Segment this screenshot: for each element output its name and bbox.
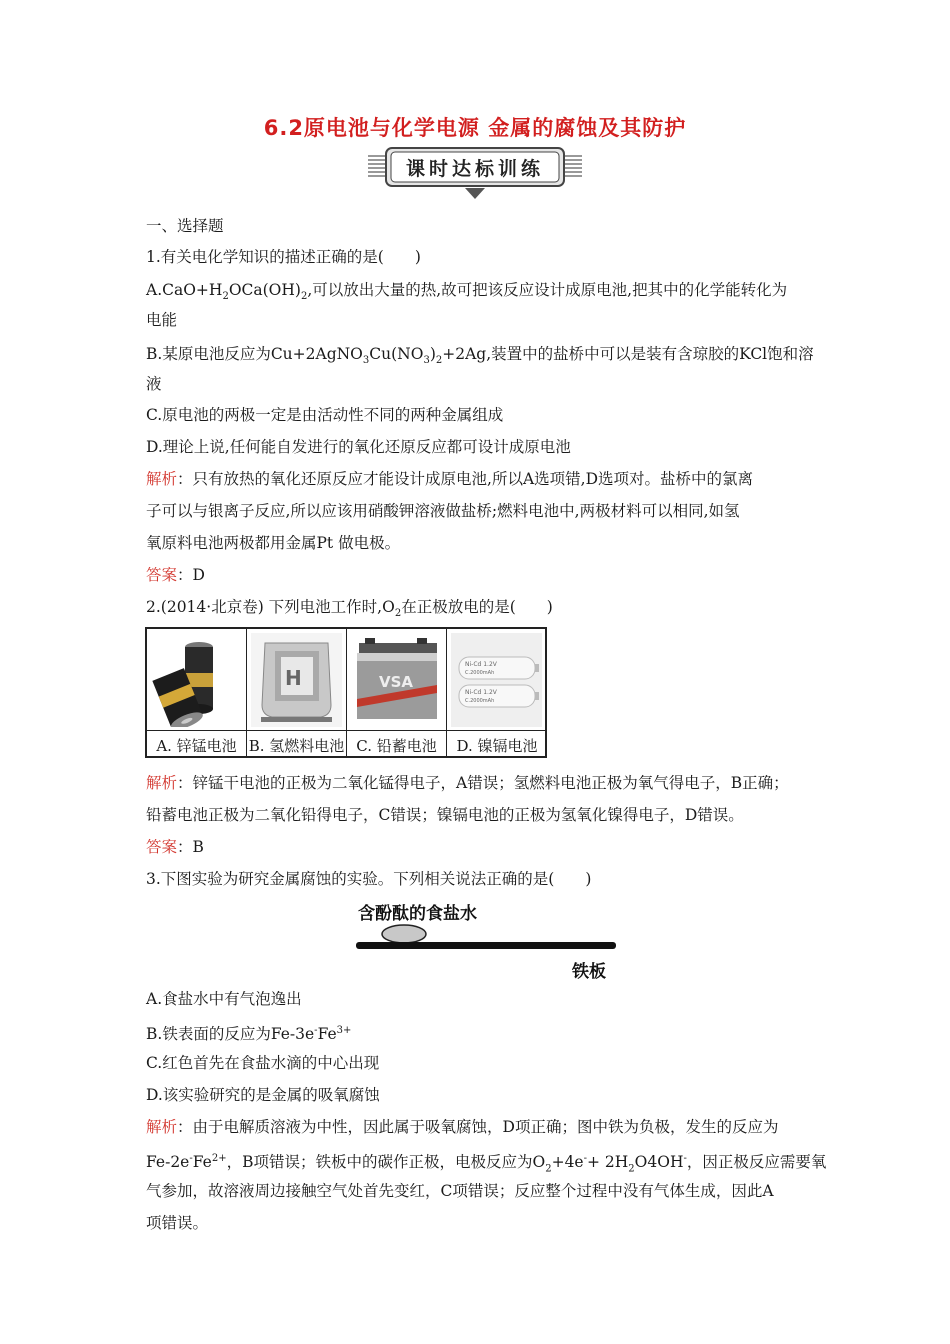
q1-option-a: $A.CaO+H_2OCa(OH)_2$,可以放出大量的热,故可把该反应设计成原电池,把其中的化学能转化为 [146,281,788,303]
q2-stem: 2.(2014·北京卷) 下列电池工作时$,O_2$在正极放电的是( ) [146,598,553,620]
section-heading: 一、选择题 [146,217,224,235]
q3-analysis: 解析：由于电解质溶液为中性，因此属于吸氧腐蚀，D项正确；图中铁为负极，发生的反应为 [146,1118,779,1136]
nicd-label-2: Ni-Cd 1.2V [465,689,497,696]
q1-analysis-line3: 氧原料电池两极都用金属Pt 做电极。 [146,534,401,552]
q3-analysis-line3: 气参加，故溶液周边接触空气处首先变红，C项错误；反应整个过程中没有气体生成，因此A [146,1182,774,1200]
q3-analysis-line4: 项错误。 [146,1214,209,1232]
q1-stem: 1.有关电化学知识的描述正确的是( ) [146,248,421,266]
capacity-label-1: C.2000mAh [465,670,495,676]
q1-analysis-line2: 子可以与银离子反应,所以应该用硝酸钾溶液做盐桥;燃料电池中,两极材料可以相同,如氢 [146,502,740,520]
capacity-label-2: C.2000mAh [465,698,495,704]
corrosion-experiment-figure [350,897,630,982]
page-title: 6.2原电池与化学电源 金属的腐蚀及其防护 [263,116,687,140]
q1-option-b: B.某原电池反应为$Cu+2AgNO_3Cu(NO_3)_2+2Ag$,装置中的盐桥中可以是装有含琼胶的KCl饱和溶 [146,345,814,367]
q1-option-a-cont: 电能 [146,311,178,329]
iron-plate-label: 铁板 [572,962,606,982]
q1-analysis: 解析：只有放热的氧化还原反应才能设计成原电池,所以A选项错,D选项对。盐桥中的氯离 [146,470,753,488]
q1-option-c: C.原电池的两极一定是由活动性不同的两种金属组成 [146,406,504,424]
battery-caption-b: B. 氢燃料电池 [247,730,346,756]
q1-option-d: D.理论上说,任何能自发进行的氧化还原反应都可设计成原电池 [146,438,571,456]
section-banner [368,146,582,200]
battery-caption-a: A. 锌锰电池 [147,730,246,756]
q1-option-b-cont: 液 [146,375,162,393]
q3-option-a: A.食盐水中有气泡逸出 [146,990,302,1008]
battery-cell-c [347,629,447,756]
q1-answer: 答案：D [146,566,205,584]
battery-caption-d: D. 镍镉电池 [447,730,547,756]
nicd-label-1: Ni-Cd 1.2V [465,661,497,668]
battery-table [145,627,547,758]
h-label: H [285,666,302,690]
q2-analysis-line2: 铅蓄电池正极为二氧化铅得电子，C错误；镍镉电池的正极为氢氧化镍得电子，D错误。 [146,806,744,824]
battery-cell-b [247,629,347,756]
zinc-manganese-battery-icon [151,633,242,727]
lead-acid-battery-icon [351,633,442,727]
nickel-cadmium-battery-icon [451,633,542,727]
q3-option-d: D.该实验研究的是金属的吸氧腐蚀 [146,1086,380,1104]
vsa-label: VSA [379,673,414,691]
q2-answer: 答案：B [146,838,204,856]
q3-analysis-line2: $Fe-2e^-Fe^{2+}$，B项错误；铁板中的碳作正极，电极反应为$O_2+4e^-+ 2H_2O4OH^-$，因正极反应需要氧 [146,1153,827,1175]
q3-option-b: B.铁表面的反应为$Fe-3e^-Fe^{3+}$ [146,1025,352,1044]
hydrogen-fuel-cell-icon [251,633,342,727]
battery-cell-a [147,629,247,756]
saltwater-label: 含酚酞的食盐水 [358,904,477,924]
banner-label: 课时达标训练 [405,158,544,180]
battery-caption-c: C. 铅蓄电池 [347,730,446,756]
q3-option-c: C.红色首先在食盐水滴的中心出现 [146,1054,380,1072]
q2-analysis: 解析：锌锰干电池的正极为二氧化锰得电子，A错误；氢燃料电池正极为氧气得电子，B正确； [146,774,789,792]
q3-stem: 3.下图实验为研究金属腐蚀的实验。下列相关说法正确的是( ) [146,870,592,888]
battery-cell-d [447,629,547,756]
